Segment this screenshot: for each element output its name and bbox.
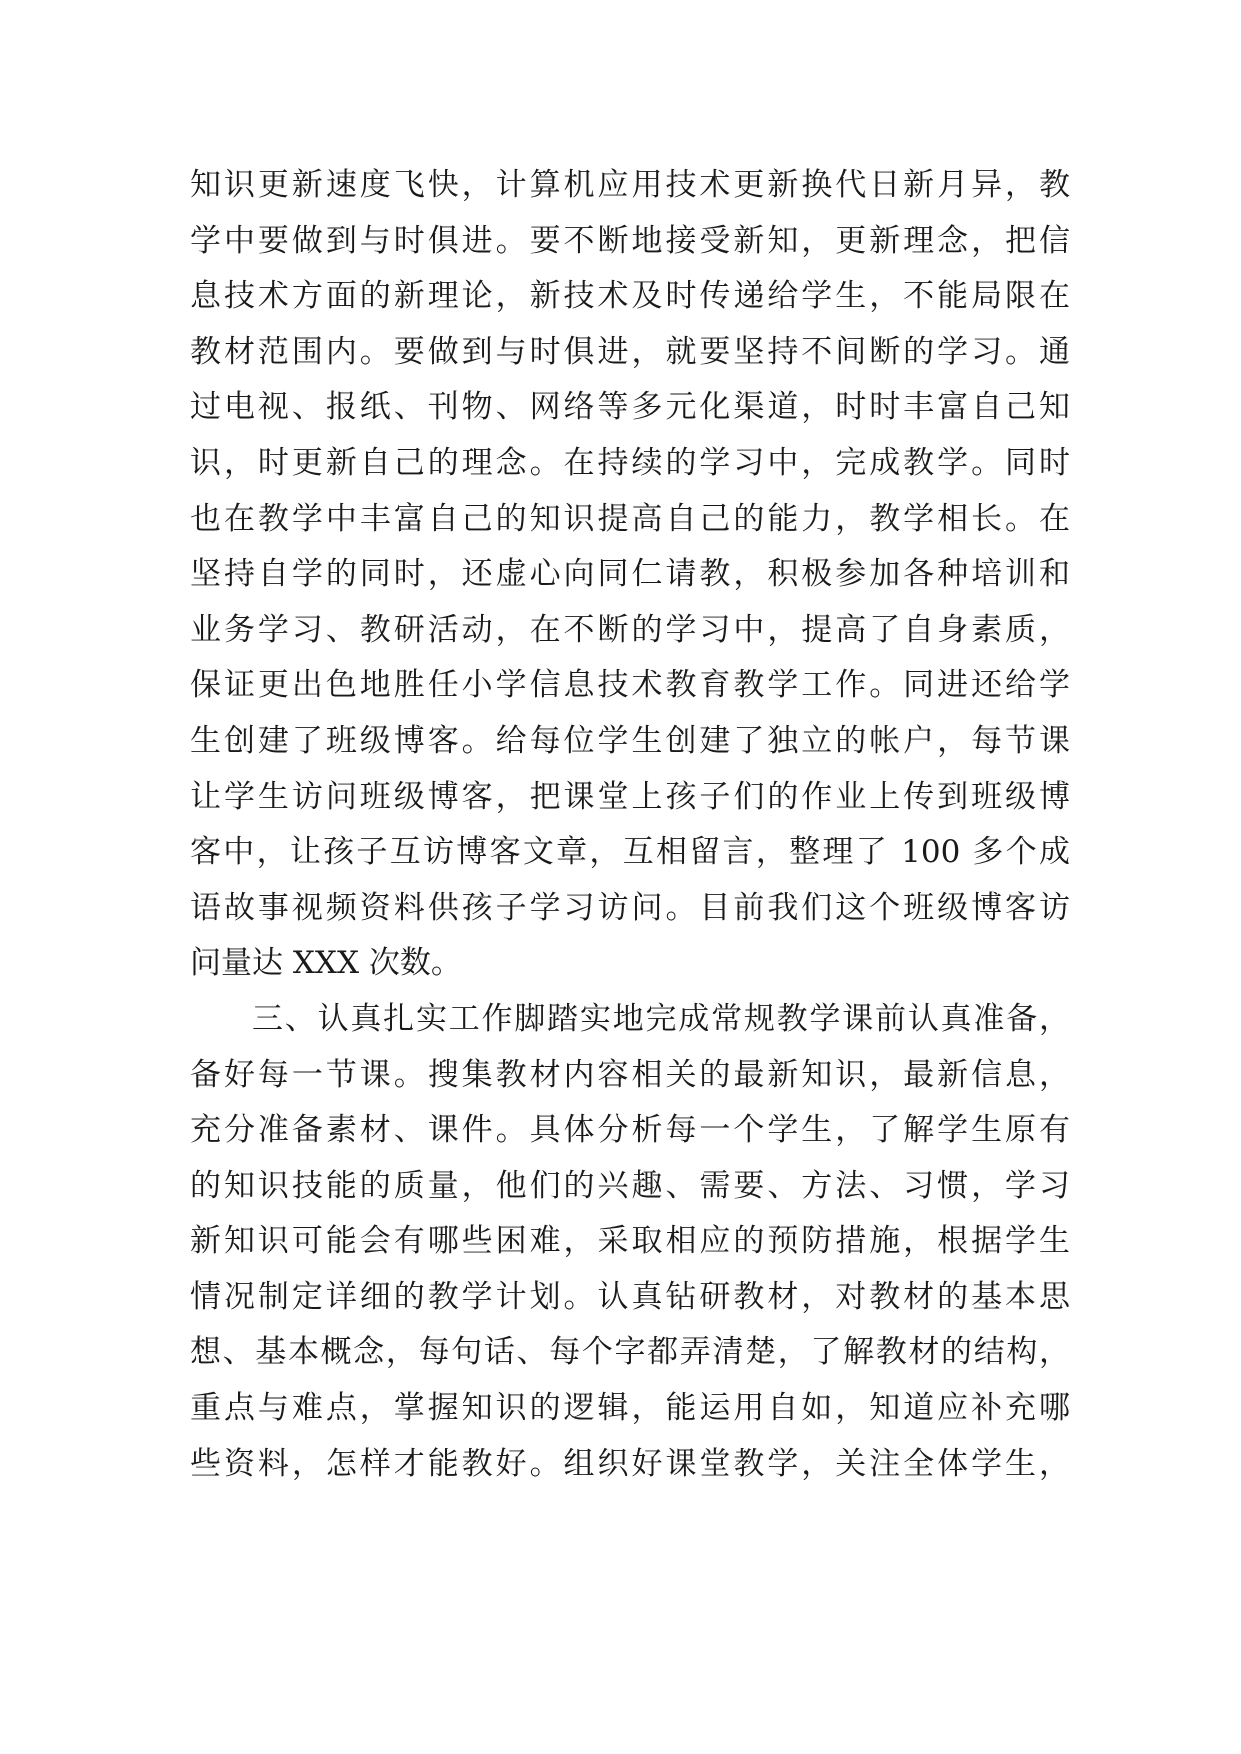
text-line: 重点与难点，掌握知识的逻辑，能运用自如，知道应补充哪 (190, 1390, 1070, 1427)
body-text (190, 158, 1070, 1492)
text-line: 语故事视频资料供孩子学习访问。目前我们这个班级博客访 (190, 889, 1070, 926)
text-line: 情况制定详细的教学计划。认真钻研教材，对教材的基本思 (190, 1278, 1070, 1315)
text-line: 充分准备素材、课件。具体分析每一个学生，了解学生原有 (190, 1112, 1070, 1149)
text-line: 知识更新速度飞快，计算机应用技术更新换代日新月异，教 (190, 167, 1070, 203)
text-line: 识，时更新自己的理念。在持续的学习中，完成教学。同时 (190, 444, 1070, 481)
text-line: 问量达 XXX 次数。 (190, 945, 462, 982)
text-line: 息技术方面的新理论，新技术及时传递给学生，不能局限在 (190, 278, 1070, 315)
text-line: 坚持自学的同时，还虚心向同仁请教，积极参加各种培训和 (190, 556, 1070, 593)
paragraph-first-line: 三、认真扎实工作脚踏实地完成常规教学课前认真准备， (252, 1000, 1070, 1037)
text-line: 过电视、报纸、刊物、网络等多元化渠道，时时丰富自己知 (190, 389, 1070, 426)
text-line: 想、基本概念，每句话、每个字都弄清楚，了解教材的结构， (190, 1334, 1070, 1371)
text-line: 生创建了班级博客。给每位学生创建了独立的帐户，每节课 (190, 722, 1070, 759)
text-line: 也在教学中丰富自己的知识提高自己的能力，教学相长。在 (190, 500, 1070, 537)
text-line: 的知识技能的质量，他们的兴趣、需要、方法、习惯，学习 (190, 1167, 1070, 1204)
text-line: 客中，让孩子互访博客文章，互相留言，整理了 100 多个成 (190, 834, 1070, 871)
text-line: 业务学习、教研活动，在不断的学习中，提高了自身素质， (190, 611, 1070, 648)
text-line: 些资料，怎样才能教好。组织好课堂教学，关注全体学生， (190, 1445, 1070, 1482)
text-line: 新知识可能会有哪些困难，采取相应的预防措施，根据学生 (190, 1223, 1070, 1260)
text-line: 保证更出色地胜任小学信息技术教育教学工作。同进还给学 (190, 667, 1070, 704)
text-line: 教材范围内。要做到与时俱进，就要坚持不间断的学习。通 (190, 333, 1070, 370)
text-line: 让学生访问班级博客，把课堂上孩子们的作业上传到班级博 (190, 778, 1070, 815)
text-line: 学中要做到与时俱进。要不断地接受新知，更新理念，把信 (190, 222, 1070, 259)
text-line: 备好每一节课。搜集教材内容相关的最新知识，最新信息， (190, 1056, 1070, 1093)
